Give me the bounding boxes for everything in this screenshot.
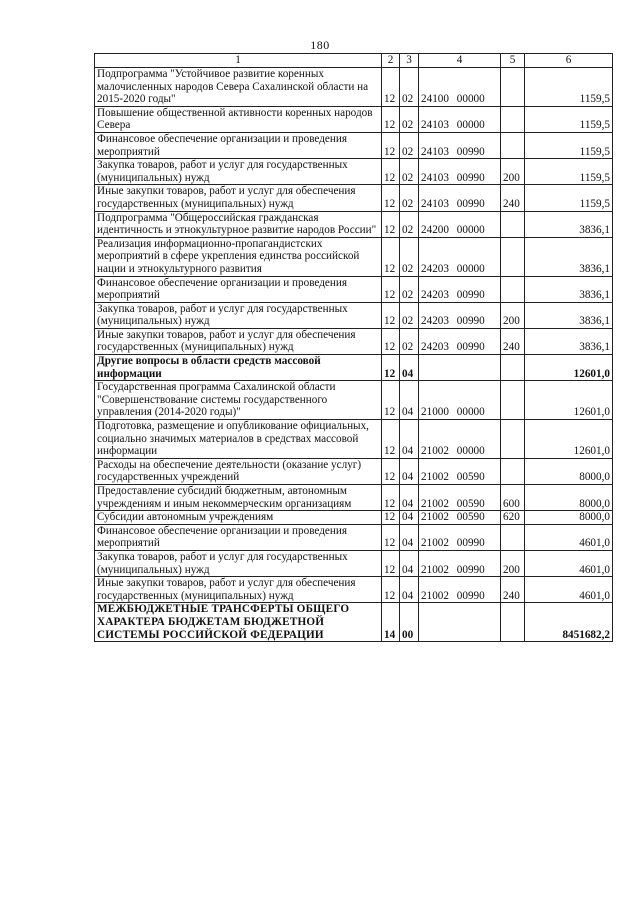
section-cell: 02 — [400, 237, 419, 276]
amount-cell: 1159,5 — [525, 68, 613, 107]
expense-type-cell — [501, 211, 525, 237]
table-row — [95, 577, 613, 603]
target-article-cell: 24103 00990 — [419, 185, 501, 211]
header-cell: 6 — [525, 54, 613, 68]
table-body — [95, 68, 613, 642]
expense-type-cell — [501, 68, 525, 107]
table-row — [95, 485, 613, 511]
expense-type-cell: 240 — [501, 328, 525, 354]
section-cell: 04 — [400, 381, 419, 420]
row-name-cell: Иные закупки товаров, работ и услуг для обеспечения государственных (муниципальных) нужд — [95, 328, 382, 354]
section-cell: 04 — [400, 458, 419, 484]
chapter-cell: 12 — [382, 68, 400, 107]
expense-type-cell — [501, 524, 525, 550]
amount-cell: 3836,1 — [525, 328, 613, 354]
table-row — [95, 381, 613, 420]
expense-type-cell: 200 — [501, 159, 525, 185]
target-article-cell: 21002 00990 — [419, 577, 501, 603]
row-name-cell: Подпрограмма "Устойчивое развитие коренных малочисленных народов Севера Сахалинской области на 2015-2020 годы" — [95, 68, 382, 107]
row-name-cell: Финансовое обеспечение организации и проведения мероприятий — [95, 276, 382, 302]
section-cell: 02 — [400, 302, 419, 328]
section-cell: 02 — [400, 211, 419, 237]
table-row — [95, 524, 613, 550]
amount-cell: 12601,0 — [525, 420, 613, 459]
expense-type-cell — [501, 276, 525, 302]
section-cell: 02 — [400, 106, 419, 132]
target-article-cell: 21002 00590 — [419, 511, 501, 525]
expense-type-cell — [501, 237, 525, 276]
table-row — [95, 185, 613, 211]
expense-type-cell — [501, 381, 525, 420]
row-name-cell: Закупка товаров, работ и услуг для государственных (муниципальных) нужд — [95, 550, 382, 576]
chapter-cell: 12 — [382, 550, 400, 576]
target-article-cell — [419, 355, 501, 381]
row-name-cell: Финансовое обеспечение организации и проведения мероприятий — [95, 524, 382, 550]
target-article-cell: 21002 00990 — [419, 550, 501, 576]
amount-cell: 3836,1 — [525, 276, 613, 302]
row-name-cell: Субсидии автономным учреждениям — [95, 511, 382, 525]
expense-type-cell: 200 — [501, 550, 525, 576]
row-name-cell: Расходы на обеспечение деятельности (оказание услуг) государственных учреждений — [95, 458, 382, 484]
expense-type-cell — [501, 132, 525, 158]
expense-type-cell: 240 — [501, 577, 525, 603]
table-row — [95, 458, 613, 484]
row-name-cell: Повышение общественной активности коренных народов Севера — [95, 106, 382, 132]
row-name-cell: МЕЖБЮДЖЕТНЫЕ ТРАНСФЕРТЫ ОБЩЕГО ХАРАКТЕРА БЮДЖЕТАМ БЮДЖЕТНОЙ СИСТЕМЫ РОССИЙСКОЙ ФЕДЕРАЦИИ — [95, 603, 382, 642]
table-row — [95, 132, 613, 158]
amount-cell: 4601,0 — [525, 577, 613, 603]
chapter-cell: 12 — [382, 328, 400, 354]
chapter-cell: 12 — [382, 485, 400, 511]
section-cell: 02 — [400, 159, 419, 185]
section-cell: 04 — [400, 485, 419, 511]
expense-type-cell: 240 — [501, 185, 525, 211]
expense-type-cell — [501, 106, 525, 132]
amount-cell: 3836,1 — [525, 211, 613, 237]
section-cell: 02 — [400, 328, 419, 354]
chapter-cell: 12 — [382, 185, 400, 211]
header-cell: 4 — [419, 54, 501, 68]
target-article-cell: 21002 00990 — [419, 524, 501, 550]
table-row — [95, 420, 613, 459]
target-article-cell: 24203 00000 — [419, 237, 501, 276]
table-row — [95, 211, 613, 237]
amount-cell: 8000,0 — [525, 511, 613, 525]
table-row — [95, 302, 613, 328]
target-article-cell: 21000 00000 — [419, 381, 501, 420]
table-row — [95, 328, 613, 354]
target-article-cell: 24203 00990 — [419, 328, 501, 354]
target-article-cell: 21002 00000 — [419, 420, 501, 459]
target-article-cell: 24103 00000 — [419, 106, 501, 132]
row-name-cell: Иные закупки товаров, работ и услуг для обеспечения государственных (муниципальных) нужд — [95, 577, 382, 603]
amount-cell: 8000,0 — [525, 485, 613, 511]
table-row — [95, 511, 613, 525]
chapter-cell: 12 — [382, 132, 400, 158]
section-cell: 04 — [400, 420, 419, 459]
target-article-cell: 24203 00990 — [419, 302, 501, 328]
amount-cell: 8000,0 — [525, 458, 613, 484]
row-name-cell: Иные закупки товаров, работ и услуг для обеспечения государственных (муниципальных) нужд — [95, 185, 382, 211]
section-cell: 04 — [400, 550, 419, 576]
table-row — [95, 276, 613, 302]
row-name-cell: Подготовка, размещение и опубликование официальных, социально значимых материалов в средствах массовой информации — [95, 420, 382, 459]
amount-cell: 4601,0 — [525, 550, 613, 576]
section-cell: 02 — [400, 132, 419, 158]
header-cell: 2 — [382, 54, 400, 68]
expense-type-cell: 600 — [501, 485, 525, 511]
row-name-cell: Подпрограмма "Общероссийская гражданская идентичность и этнокультурное развитие народов России" — [95, 211, 382, 237]
expense-type-cell — [501, 355, 525, 381]
amount-cell: 12601,0 — [525, 381, 613, 420]
table-row — [95, 106, 613, 132]
section-cell: 00 — [400, 603, 419, 642]
chapter-cell: 12 — [382, 159, 400, 185]
amount-cell: 1159,5 — [525, 159, 613, 185]
chapter-cell: 12 — [382, 302, 400, 328]
chapter-cell: 12 — [382, 211, 400, 237]
table-row — [95, 550, 613, 576]
chapter-cell: 12 — [382, 420, 400, 459]
target-article-cell: 24203 00990 — [419, 276, 501, 302]
amount-cell: 3836,1 — [525, 237, 613, 276]
chapter-cell: 12 — [382, 106, 400, 132]
section-cell: 02 — [400, 185, 419, 211]
chapter-cell: 14 — [382, 603, 400, 642]
section-cell: 02 — [400, 276, 419, 302]
target-article-cell: 24103 00990 — [419, 159, 501, 185]
chapter-cell: 12 — [382, 577, 400, 603]
header-cell: 3 — [400, 54, 419, 68]
amount-cell: 1159,5 — [525, 106, 613, 132]
expense-type-cell — [501, 458, 525, 484]
row-name-cell: Финансовое обеспечение организации и проведения мероприятий — [95, 132, 382, 158]
section-cell: 04 — [400, 511, 419, 525]
amount-cell: 12601,0 — [525, 355, 613, 381]
expense-type-cell: 200 — [501, 302, 525, 328]
target-article-cell: 24103 00990 — [419, 132, 501, 158]
chapter-cell: 12 — [382, 276, 400, 302]
table-row — [95, 355, 613, 381]
target-article-cell — [419, 603, 501, 642]
header-cell: 5 — [501, 54, 525, 68]
target-article-cell: 21002 00590 — [419, 458, 501, 484]
target-article-cell: 24200 00000 — [419, 211, 501, 237]
page-number: 180 — [310, 38, 330, 52]
section-cell: 04 — [400, 355, 419, 381]
table-row — [95, 603, 613, 642]
row-name-cell: Закупка товаров, работ и услуг для государственных (муниципальных) нужд — [95, 302, 382, 328]
table-row — [95, 159, 613, 185]
chapter-cell: 12 — [382, 511, 400, 525]
chapter-cell: 12 — [382, 381, 400, 420]
amount-cell: 3836,1 — [525, 302, 613, 328]
amount-cell: 1159,5 — [525, 132, 613, 158]
table-row — [95, 68, 613, 107]
amount-cell: 1159,5 — [525, 185, 613, 211]
table-row — [95, 237, 613, 276]
budget-table — [94, 53, 613, 642]
chapter-cell: 12 — [382, 458, 400, 484]
section-cell: 04 — [400, 577, 419, 603]
header-row — [95, 54, 613, 68]
amount-cell: 4601,0 — [525, 524, 613, 550]
row-name-cell: Государственная программа Сахалинской области "Совершенствование системы государственного управления (2014-2020 годы)" — [95, 381, 382, 420]
row-name-cell: Реализация информационно-пропагандистских мероприятий в сфере укрепления единства российской нации и этнокультурного развития — [95, 237, 382, 276]
row-name-cell: Предоставление субсидий бюджетным, автономным учреждениям и иным некоммерческим организациям — [95, 485, 382, 511]
section-cell: 04 — [400, 524, 419, 550]
chapter-cell: 12 — [382, 524, 400, 550]
chapter-cell: 12 — [382, 355, 400, 381]
amount-cell: 8451682,2 — [525, 603, 613, 642]
target-article-cell: 24100 00000 — [419, 68, 501, 107]
header-cell: 1 — [95, 54, 382, 68]
target-article-cell: 21002 00590 — [419, 485, 501, 511]
row-name-cell: Закупка товаров, работ и услуг для государственных (муниципальных) нужд — [95, 159, 382, 185]
expense-type-cell — [501, 420, 525, 459]
expense-type-cell — [501, 603, 525, 642]
row-name-cell: Другие вопросы в области средств массовой информации — [95, 355, 382, 381]
chapter-cell: 12 — [382, 237, 400, 276]
section-cell: 02 — [400, 68, 419, 107]
expense-type-cell: 620 — [501, 511, 525, 525]
